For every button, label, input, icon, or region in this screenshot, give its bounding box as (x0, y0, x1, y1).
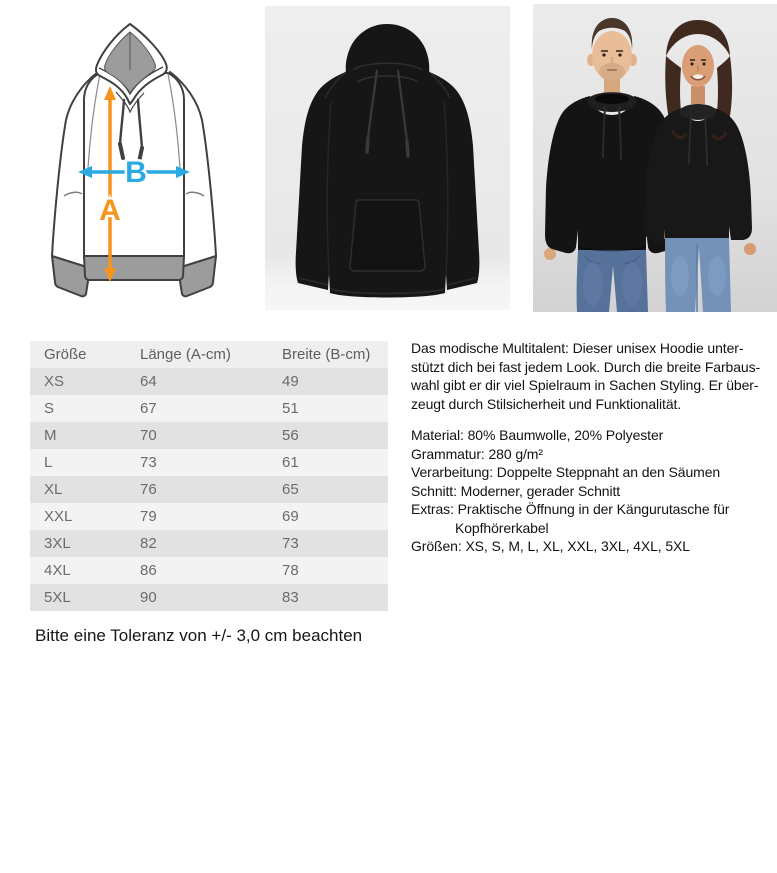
length-cell: 90 (126, 584, 268, 611)
description-line: stützt dich bei fast jedem Look. Durch die breite Farbaus- (411, 358, 761, 375)
size-cell: XXL (30, 503, 126, 530)
label-b: B (125, 156, 147, 189)
size-table-body (30, 368, 388, 611)
column-header-size: Größe (30, 341, 126, 368)
table-row (30, 503, 388, 530)
width-cell: 49 (268, 368, 388, 395)
size-table-header-row (30, 341, 388, 368)
size-cell: L (30, 449, 126, 476)
width-cell: 73 (268, 530, 388, 557)
column-header-width: Breite (B-cm) (268, 341, 388, 368)
width-cell: 69 (268, 503, 388, 530)
size-cell: M (30, 422, 126, 449)
spec-line: Verarbeitung: Doppelte Steppnaht an den Säumen (411, 464, 721, 480)
width-cell: 83 (268, 584, 388, 611)
couple-wearing-hoodies-photo (533, 4, 777, 312)
table-row (30, 422, 388, 449)
length-cell: 73 (126, 449, 268, 476)
table-row (30, 584, 388, 611)
product-photo (265, 6, 510, 310)
spec-line: Kopfhörerkabel (455, 519, 549, 536)
table-row (30, 476, 388, 503)
size-cell: XS (30, 368, 126, 395)
product-description (411, 339, 777, 556)
description-line: Das modische Multitalent: Dieser unisex Hoodie unter- (411, 340, 744, 356)
description-intro (411, 339, 777, 413)
size-cell: S (30, 395, 126, 422)
length-cell: 82 (126, 530, 268, 557)
size-diagram-image (20, 8, 250, 308)
hoodie-outline-drawing (20, 8, 250, 308)
length-cell: 70 (126, 422, 268, 449)
size-table (30, 341, 388, 611)
spec-line: Extras: Praktische Öffnung in der Kängurutasche für (411, 501, 730, 517)
length-cell: 79 (126, 503, 268, 530)
table-row (30, 557, 388, 584)
size-cell: 5XL (30, 584, 126, 611)
kangaroo-pocket (350, 200, 425, 271)
black-hoodie-photo (265, 6, 510, 310)
width-cell: 61 (268, 449, 388, 476)
width-cell: 65 (268, 476, 388, 503)
width-cell: 56 (268, 422, 388, 449)
female-hoodie (644, 108, 752, 242)
hem-band (84, 256, 184, 280)
size-cell: XL (30, 476, 126, 503)
length-cell: 76 (126, 476, 268, 503)
description-line: zeugt durch Stilsicherheit und Funktionalität. (411, 395, 682, 412)
spec-line: Grammatur: 280 g/m² (411, 445, 543, 462)
table-row (30, 395, 388, 422)
size-table-container (30, 341, 388, 611)
spec-line: Material: 80% Baumwolle, 20% Polyester (411, 427, 664, 443)
spec-line: Größen: XS, S, M, L, XL, XXL, 3XL, 4XL, 5XL (411, 538, 690, 554)
description-line: wahl gibt er dir viel Spielraum in Sachen Styling. Er über- (411, 377, 759, 393)
spec-line: Schnitt: Moderner, gerader Schnitt (411, 482, 621, 499)
description-specs (411, 426, 777, 556)
label-a: A (99, 194, 121, 227)
width-cell: 51 (268, 395, 388, 422)
size-cell: 3XL (30, 530, 126, 557)
size-cell: 4XL (30, 557, 126, 584)
table-row (30, 530, 388, 557)
table-row (30, 449, 388, 476)
length-cell: 64 (126, 368, 268, 395)
width-cell: 78 (268, 557, 388, 584)
column-header-length: Länge (A-cm) (126, 341, 268, 368)
tolerance-note: Bitte eine Toleranz von +/- 3,0 cm beachten (35, 626, 363, 645)
table-row (30, 368, 388, 395)
models-photo (533, 4, 777, 312)
length-cell: 67 (126, 395, 268, 422)
length-cell: 86 (126, 557, 268, 584)
